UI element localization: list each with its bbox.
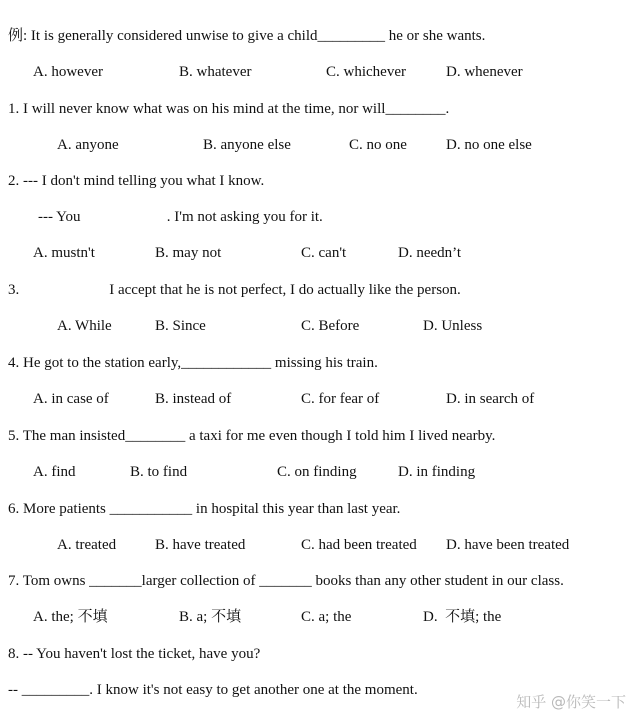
question-stem: 3. I accept that he is not perfect, I do actually like the person. — [8, 282, 461, 298]
question-stem-reply: --- You . I'm not asking you for it. — [38, 209, 323, 225]
option-a: A. in case of — [33, 391, 109, 407]
option-d: D. in search of — [446, 391, 535, 407]
option-b: B. a; 不填 — [179, 609, 242, 625]
option-c: C. on finding — [277, 464, 357, 480]
option-a: A. anyone — [57, 137, 119, 153]
question-stem: 7. Tom owns _______larger collection of _______ books than any other student in our class. — [8, 573, 564, 589]
option-d: D. no one else — [446, 137, 532, 153]
question-stem: 6. More patients ___________ in hospital this year than last year. — [8, 501, 401, 517]
option-c: C. for fear of — [301, 391, 380, 407]
option-a: A. mustn't — [33, 245, 95, 261]
option-d: D. whenever — [446, 64, 523, 80]
option-c: C. had been treated — [301, 537, 417, 553]
option-c: C. Before — [301, 318, 360, 334]
question-stem-reply: -- _________. I know it's not easy to get another one at the moment. — [8, 682, 418, 698]
option-c: C. whichever — [326, 64, 406, 80]
option-d: D. have been treated — [446, 537, 570, 553]
option-c: C. a; the — [301, 609, 352, 625]
option-b: B. to find — [130, 464, 188, 480]
option-b: B. have treated — [155, 537, 246, 553]
option-c: C. can't — [301, 245, 347, 261]
question-stem: 4. He got to the station early,____________ missing his train. — [8, 355, 378, 371]
question-stem: 2. --- I don't mind telling you what I know. — [8, 173, 265, 189]
option-a: A. find — [33, 464, 76, 480]
option-b: B. whatever — [179, 64, 252, 80]
option-b: B. may not — [155, 245, 222, 261]
question-stem: 8. -- You haven't lost the ticket, have you? — [8, 646, 261, 662]
option-c: C. no one — [349, 137, 407, 153]
option-d: D. in finding — [398, 464, 476, 480]
option-b: B. Since — [155, 318, 206, 334]
option-a: A. treated — [57, 537, 117, 553]
question-stem: 5. The man insisted________ a taxi for me even though I told him I lived nearby. — [8, 428, 496, 444]
option-b: B. instead of — [155, 391, 232, 407]
option-d: D. 不填; the — [423, 609, 502, 625]
watermark-text: 知乎 @你笑一下 — [516, 693, 626, 711]
question-stem: 1. I will never know what was on his mind at the time, nor will________. — [8, 101, 450, 117]
option-d: D. needn’t — [398, 245, 462, 261]
option-a: A. While — [57, 318, 112, 334]
question-stem: 例: It is generally considered unwise to give a child_________ he or she wants. — [8, 28, 486, 44]
option-a: A. the; 不填 — [33, 609, 108, 625]
option-d: D. Unless — [423, 318, 483, 334]
option-a: A. however — [33, 64, 103, 80]
option-b: B. anyone else — [203, 137, 291, 153]
